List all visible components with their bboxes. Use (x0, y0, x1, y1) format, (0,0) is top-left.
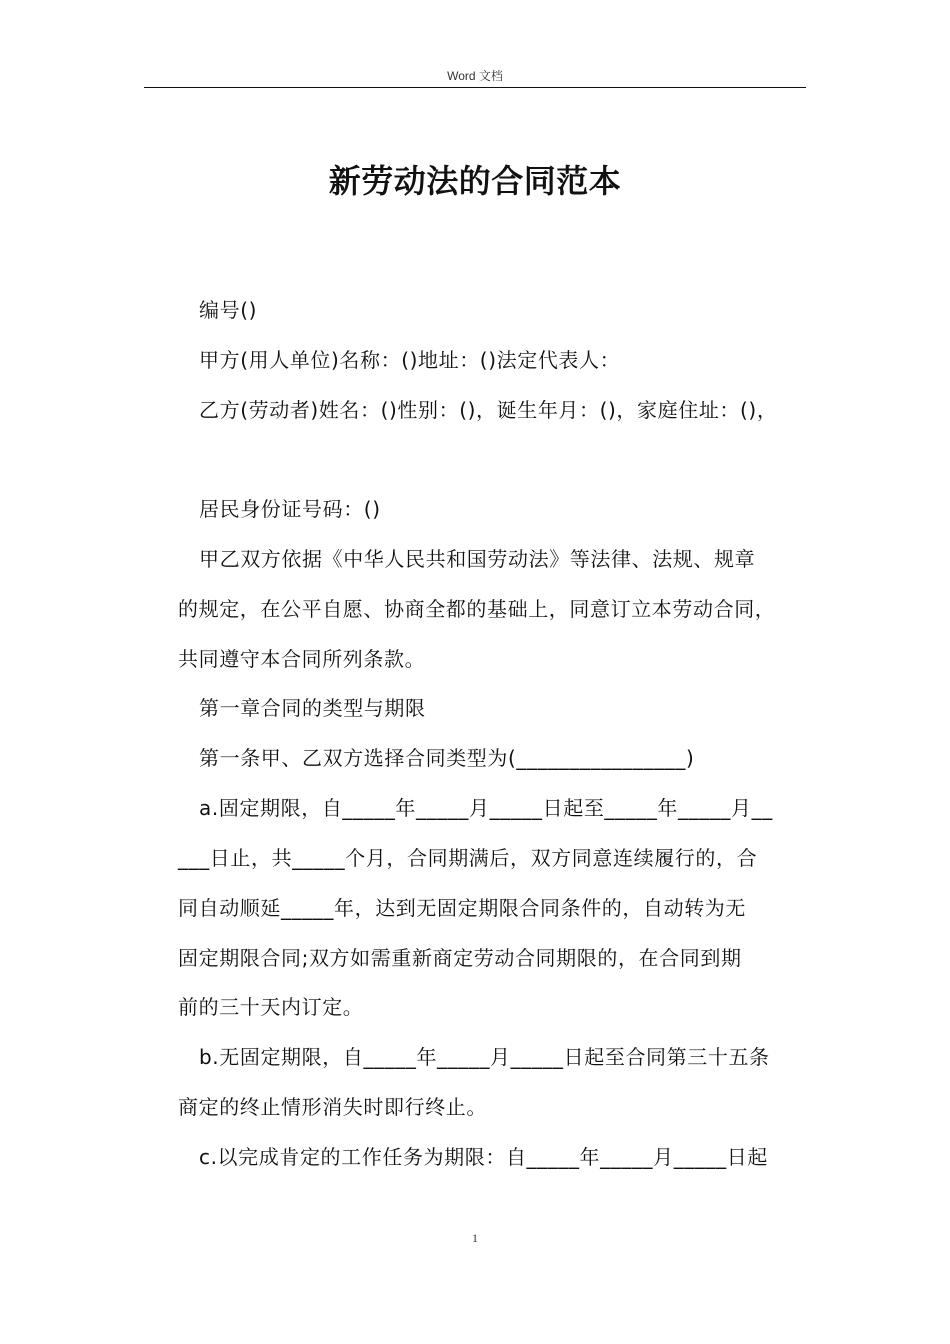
paragraph-line: 商定的终止情形消失时即行终止。 (178, 1095, 487, 1119)
article-line: 第一条甲、乙双方选择合同类型为(________________) (199, 746, 695, 770)
paragraph-line: b.无固定期限，自_____年_____月_____日起至合同第三十五条 (199, 1045, 770, 1069)
paragraph-line: 的规定，在公平自愿、协商全都的基础上，同意订立本劳动合同， (178, 597, 776, 621)
serial-number-line: 编号() (199, 298, 258, 322)
party-a-line: 甲方(用人单位)名称：()地址：()法定代表人： (199, 348, 621, 372)
paragraph-line: c.以完成肯定的工作任务为期限：自_____年_____月_____日起 (199, 1145, 768, 1169)
chapter-heading: 第一章合同的类型与期限 (199, 696, 426, 720)
paragraph-line: 前的三十天内订定。 (178, 995, 364, 1019)
paragraph-line: 共同遵守本合同所列条款。 (178, 647, 426, 671)
page-header: Word 文档 (447, 69, 503, 83)
id-number-line: 居民身份证号码：() (199, 497, 381, 521)
header-divider (144, 87, 806, 88)
page-number: 1 (472, 1231, 478, 1245)
paragraph-line: a.固定期限，自_____年_____月_____日起至_____年_____月__ (199, 796, 773, 820)
paragraph-line: ___日止，共_____个月，合同期满后，双方同意连续履行的，合 (178, 846, 758, 870)
paragraph-line: 甲乙双方依据《中华人民共和国劳动法》等法律、法规、规章 (199, 547, 756, 571)
paragraph-line: 同自动顺延_____年，达到无固定期限合同条件的，自动转为无 (178, 896, 746, 920)
paragraph-line: 固定期限合同;双方如需重新商定劳动合同期限的，在合同到期 (178, 946, 742, 970)
party-b-line: 乙方(劳动者)姓名：()性别：()，诞生年月：()，家庭住址：()， (199, 398, 778, 422)
document-title: 新劳动法的合同范本 (328, 162, 622, 200)
